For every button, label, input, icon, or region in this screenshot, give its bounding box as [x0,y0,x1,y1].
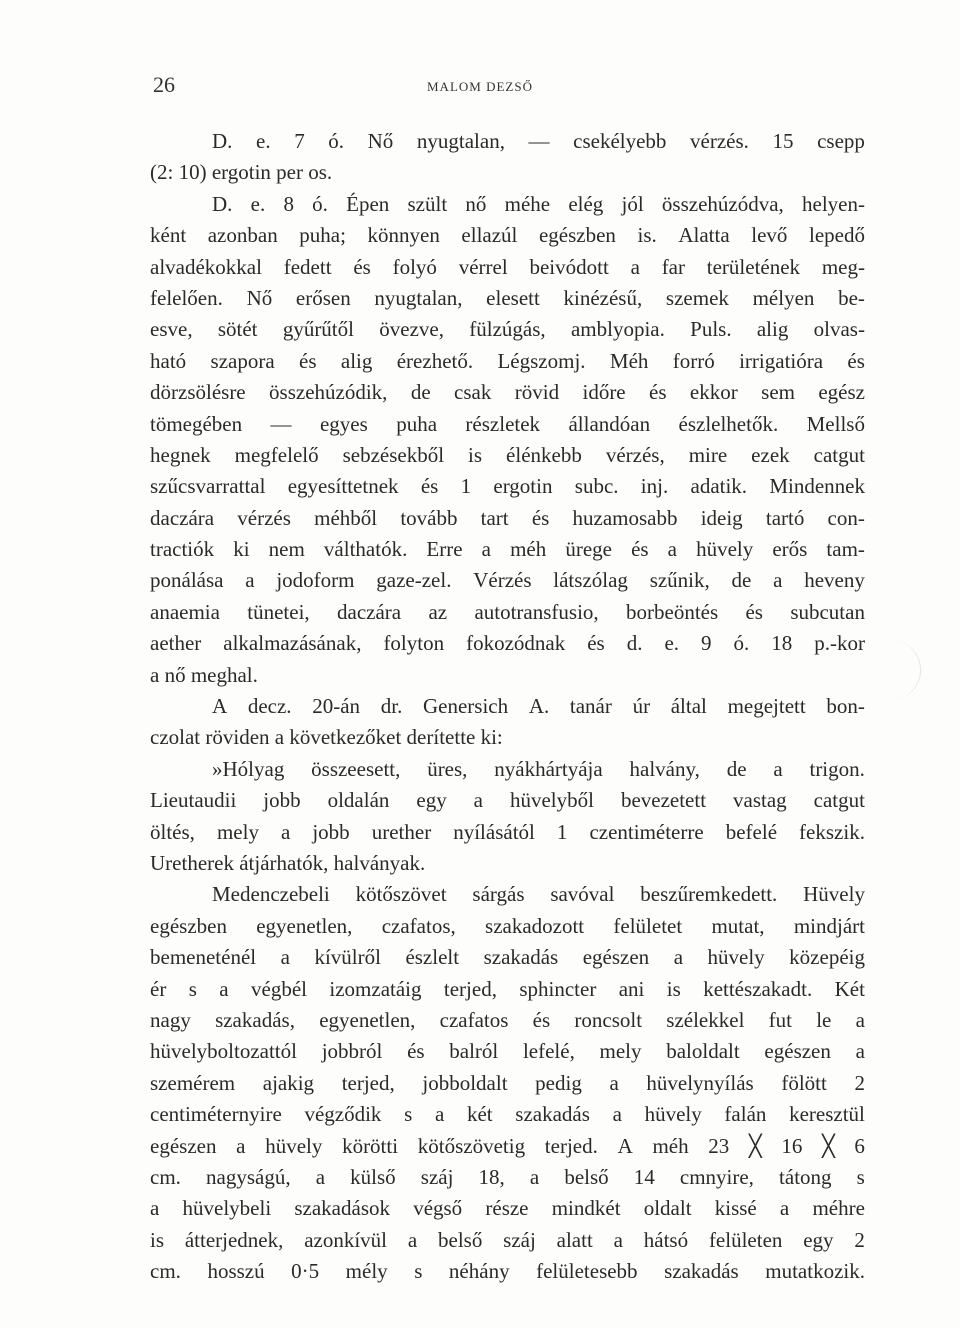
text-line: szűcsvarrattal egyesíttetnek és 1 ergotin subc. inj. adatik. Mindennek [150,474,865,499]
text-line: tömegében — egyes puha részletek állandóan észlelhetők. Mellső [150,411,865,436]
text-line: cm. hosszú 0·5 mély s néhány felületesebb szakadás mutatkozik. [150,1259,865,1284]
text-line: nagy szakadás, egyenetlen, czafatos és roncsolt szélekkel fut le a [150,1007,865,1032]
text-line: A decz. 20-án dr. Genersich A. tanár úr által megejtett bon- [212,694,865,719]
text-line: esve, sötét gyűrűtől övezve, fülzúgás, amblyopia. Puls. alig olvas- [150,317,865,342]
text-line: is átterjednek, azonkívül a belső száj alatt a hátsó felületen egy 2 [150,1227,865,1252]
text-line: Medenczebeli kötőszövet sárgás savóval beszűremkedett. Hüvely [212,882,865,907]
text-line: a nő meghal. [150,662,258,687]
text-line: hegnek megfelelő sebzésekből is élénkebb vérzés, mire ezek catgut [150,442,865,467]
text-line: aether alkalmazásának, folyton fokozódnak és d. e. 9 ó. 18 p.-kor [150,631,865,656]
text-line: bemeneténél a kívülről észlelt szakadás egészen a hüvely közepéig [150,945,865,970]
text-line: »Hólyag összeesett, üres, nyákhártyája halvány, de a trigon. [212,756,865,781]
text-line: a hüvelybeli szakadások végső része mindkét oldalt kissé a méhre [150,1196,865,1221]
text-line: szemérem ajakig terjed, jobboldalt pedig a hüvelynyílás fölött 2 [150,1070,865,1095]
body-text [150,126,865,1287]
text-line: ér s a végbél izomzatáig terjed, sphincter ani is kettészakadt. Két [150,976,865,1001]
text-line: alvadékokkal fedett és folyó vérrel beivódott a far területének meg- [150,254,865,279]
text-line: tractiók ki nem válthatók. Erre a méh ürege és a hüvely erős tam- [150,537,865,562]
text-line: anaemia tünetei, daczára az autotransfusio, borbeöntés és subcutan [150,599,865,624]
text-line: D. e. 7 ó. Nő nyugtalan, — csekélyebb vérzés. 15 csepp [212,129,865,153]
margin-mark [890,640,921,700]
text-line: ként azonban puha; könnyen ellazúl egészben is. Alatta levő lepedő [150,223,865,248]
text-line: ható szapora és alig érezhető. Légszomj. Méh forró irrigatióra és [150,348,865,373]
text-line: cm. nagyságú, a külső száj 18, a belső 14 cmnyire, tátong s [150,1164,865,1189]
text-line: (2: 10) ergotin per os. [150,160,333,185]
text-line: centiméternyire végződik s a két szakadás a hüvely falán keresztül [150,1102,865,1127]
page-number: 26 [153,72,175,97]
text-line: Uretherek átjárhatók, halványak. [150,850,426,875]
text-line: ponálása a jodoform gaze-zel. Vérzés látszólag szűnik, de a heveny [150,568,865,593]
text-line: czolat röviden a következőket derítette ki: [150,725,503,750]
text-line: felelően. Nő erősen nyugtalan, elesett kinézésű, szemek mélyen be- [150,285,865,310]
text-line: öltés, mely a jobb urether nyílásától 1 czentiméterre befelé fekszik. [150,819,865,844]
text-line: egészen a hüvely körötti kötőszövetig terjed. A méh 23 ╳ 16 ╳ 6 [150,1133,865,1158]
text-line: D. e. 8 ó. Épen szült nő méhe elég jól összehúzódva, helyen- [212,191,865,216]
text-line: dörzsölésre összehúzódik, de csak rövid időre és ekkor sem egész [150,380,865,405]
text-line: daczára vérzés méhből tovább tart és huzamosabb ideig tartó con- [150,505,865,530]
running-head: MALOM DEZSŐ [427,79,533,94]
text-line: hüvelyboltozattól jobbról és balról lefelé, mely baloldalt egészen a [150,1039,865,1064]
text-line: Lieutaudii jobb oldalán egy a hüvelyből bevezetett vastag catgut [150,788,865,813]
text-line: egészben egyenetlen, czafatos, szakadozott felületet mutat, mindjárt [150,913,865,938]
